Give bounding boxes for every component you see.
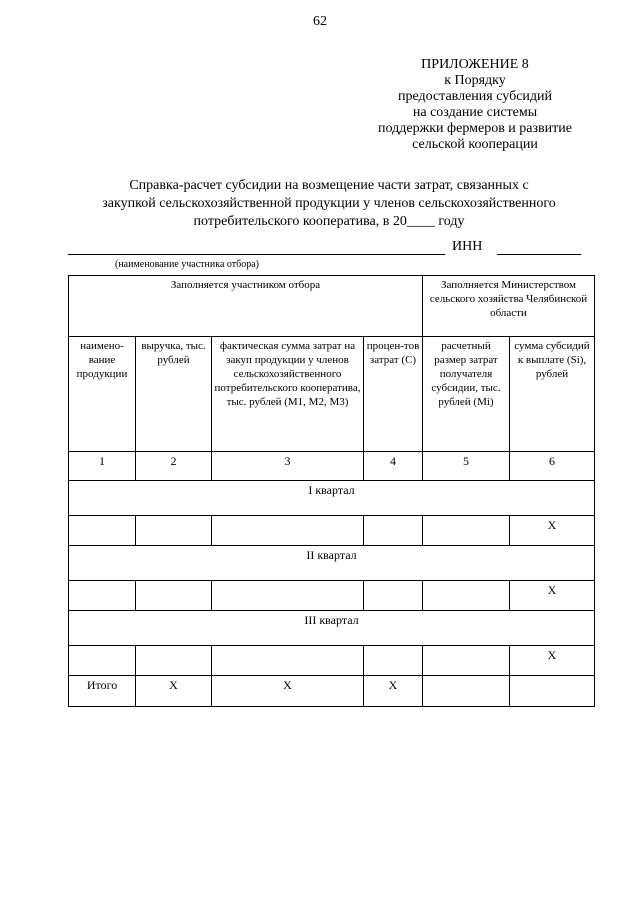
appendix-line: ПРИЛОЖЕНИЕ 8	[421, 57, 529, 72]
total-label: Итого	[69, 676, 136, 707]
table-row	[69, 581, 595, 611]
table-cell[interactable]	[136, 581, 212, 611]
quarter-label: I квартал	[69, 481, 595, 516]
inn-label: ИНН	[452, 239, 483, 254]
table-cell[interactable]	[69, 516, 136, 546]
column-header-percent: процен-тов затрат (С)	[364, 337, 423, 452]
table-column-header-row	[69, 337, 595, 452]
column-header-calculated-costs: расчетный размер затрат получателя субсидии, тыс. рублей (Mi)	[423, 337, 510, 452]
column-number: 5	[423, 452, 510, 481]
table-cell[interactable]	[69, 581, 136, 611]
page-number: 62	[313, 14, 327, 29]
quarter-label: II квартал	[69, 546, 595, 581]
table-cell[interactable]	[510, 676, 595, 707]
appendix-line: предоставления субсидий	[397, 89, 553, 104]
table-cell[interactable]	[423, 581, 510, 611]
group-header-participant: Заполняется участником отбора	[69, 276, 423, 337]
subsidy-calculation-table	[68, 275, 595, 707]
column-header-product: наимено-вание продукции	[69, 337, 136, 452]
title-line: закупкой сельскохозяйственной продукции у членов сельскохозяйственного	[102, 196, 556, 211]
table-cell-mark: Х	[510, 516, 595, 546]
quarter-label: III квартал	[69, 611, 595, 646]
total-row	[69, 676, 595, 707]
column-header-revenue: выручка, тыс. рублей	[136, 337, 212, 452]
table-cell[interactable]	[212, 646, 364, 676]
participant-name-field[interactable]	[68, 240, 445, 255]
quarter-header-row	[69, 481, 595, 516]
table-cell[interactable]	[212, 516, 364, 546]
table-cell[interactable]	[423, 676, 510, 707]
table-cell-mark: Х	[510, 581, 595, 611]
inn-field[interactable]	[497, 240, 581, 255]
table-column-numbers-row	[69, 452, 595, 481]
table-row	[69, 516, 595, 546]
appendix-line: сельской кооперации	[412, 137, 538, 152]
column-number: 2	[136, 452, 212, 481]
table-cell[interactable]	[364, 516, 423, 546]
column-number: 4	[364, 452, 423, 481]
group-header-ministry: Заполняется Министерством сельского хозяйства Челябинской области	[423, 276, 595, 337]
appendix-header	[360, 57, 590, 153]
table-group-header-row	[69, 276, 595, 337]
table-cell[interactable]	[423, 516, 510, 546]
quarter-header-row	[69, 546, 595, 581]
column-number: 6	[510, 452, 595, 481]
column-number: 3	[212, 452, 364, 481]
appendix-line: на создание системы	[412, 105, 538, 120]
table-cell-mark: Х	[510, 646, 595, 676]
total-mark: Х	[212, 676, 364, 707]
table-cell[interactable]	[364, 646, 423, 676]
appendix-line: поддержки фермеров и развитие	[378, 121, 572, 136]
column-number: 1	[69, 452, 136, 481]
title-line: Справка-расчет субсидии на возмещение части затрат, связанных с	[129, 178, 529, 193]
document-title	[64, 177, 594, 231]
column-header-subsidy-amount: сумма субсидий к выплате (Si), рублей	[510, 337, 595, 452]
table-cell[interactable]	[423, 646, 510, 676]
total-mark: Х	[364, 676, 423, 707]
table-cell[interactable]	[136, 516, 212, 546]
table-cell[interactable]	[364, 581, 423, 611]
appendix-line: к Порядку	[444, 73, 506, 88]
total-mark: Х	[136, 676, 212, 707]
table-row	[69, 646, 595, 676]
column-header-actual-costs: фактическая сумма затрат на закуп продукции у членов сельскохозяйственного потребительского кооператива, тыс. рублей (M1, M2, M3)	[212, 337, 364, 452]
title-line: потребительского кооператива, в 20____ году	[193, 214, 465, 229]
table-cell[interactable]	[136, 646, 212, 676]
participant-caption: (наименование участника отбора)	[115, 259, 259, 270]
table-cell[interactable]	[212, 581, 364, 611]
table-cell[interactable]	[69, 646, 136, 676]
quarter-header-row	[69, 611, 595, 646]
